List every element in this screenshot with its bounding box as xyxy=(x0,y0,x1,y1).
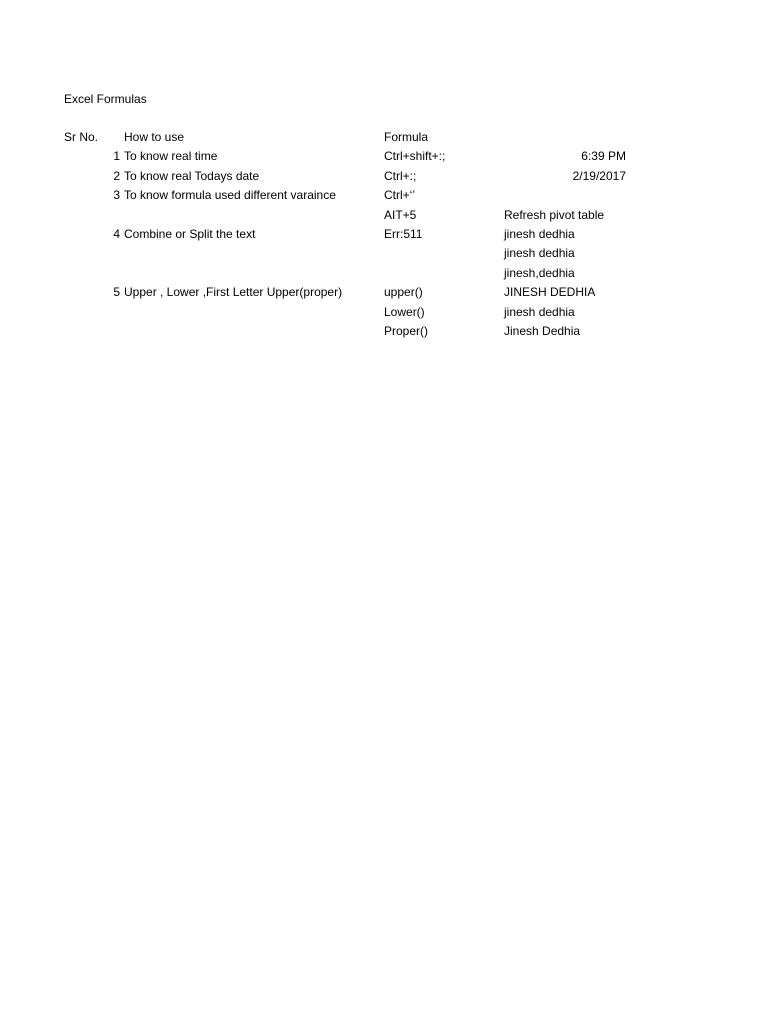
row-result: 2/19/2017 xyxy=(572,168,626,183)
row-result: Jinesh Dedhia xyxy=(504,323,581,338)
header-row xyxy=(0,129,768,148)
row-description: Combine or Split the text xyxy=(124,226,256,241)
row-formula: upper() xyxy=(384,285,423,300)
row-formula: Ctrl+‘’ xyxy=(384,188,416,203)
row-description: To know real time xyxy=(124,149,218,164)
row-formula: Ctrl+shift+:; xyxy=(384,149,446,164)
row-number: 4 xyxy=(113,226,120,241)
row-formula: AIT+5 xyxy=(384,207,417,222)
table-row xyxy=(0,323,768,342)
header-formula: Formula xyxy=(384,130,429,144)
row-formula: Lower() xyxy=(384,304,425,319)
row-number: 1 xyxy=(113,149,120,164)
row-result: jinesh dedhia xyxy=(504,226,575,241)
row-number: 3 xyxy=(113,188,120,203)
table-row xyxy=(0,226,768,245)
formula-table xyxy=(0,129,768,342)
row-formula: Ctrl+:; xyxy=(384,168,417,183)
row-formula: Proper() xyxy=(384,323,429,338)
table-row xyxy=(0,245,768,264)
row-result: jinesh,dedhia xyxy=(504,265,575,280)
row-result: JINESH DEDHIA xyxy=(504,285,596,300)
table-row xyxy=(0,284,768,303)
row-number: 5 xyxy=(113,285,120,300)
table-row xyxy=(0,148,768,167)
table-row xyxy=(0,304,768,323)
table-row xyxy=(0,168,768,187)
row-result: jinesh dedhia xyxy=(504,304,575,319)
table-row xyxy=(0,207,768,226)
table-row xyxy=(0,187,768,206)
row-number: 2 xyxy=(113,168,120,183)
row-formula: Err:511 xyxy=(384,226,423,241)
row-result: jinesh dedhia xyxy=(504,246,575,261)
table-row xyxy=(0,265,768,284)
sheet-title: Excel Formulas xyxy=(64,92,147,106)
header-sr-no: Sr No. xyxy=(64,130,99,144)
row-description: Upper , Lower ,First Letter Upper(proper) xyxy=(124,285,343,300)
row-description: To know real Todays date xyxy=(124,168,260,183)
row-result: Refresh pivot table xyxy=(504,207,605,222)
header-how-to-use: How to use xyxy=(124,130,185,144)
row-result: 6:39 PM xyxy=(581,149,626,164)
row-description: To know formula used different varaince xyxy=(124,188,336,203)
